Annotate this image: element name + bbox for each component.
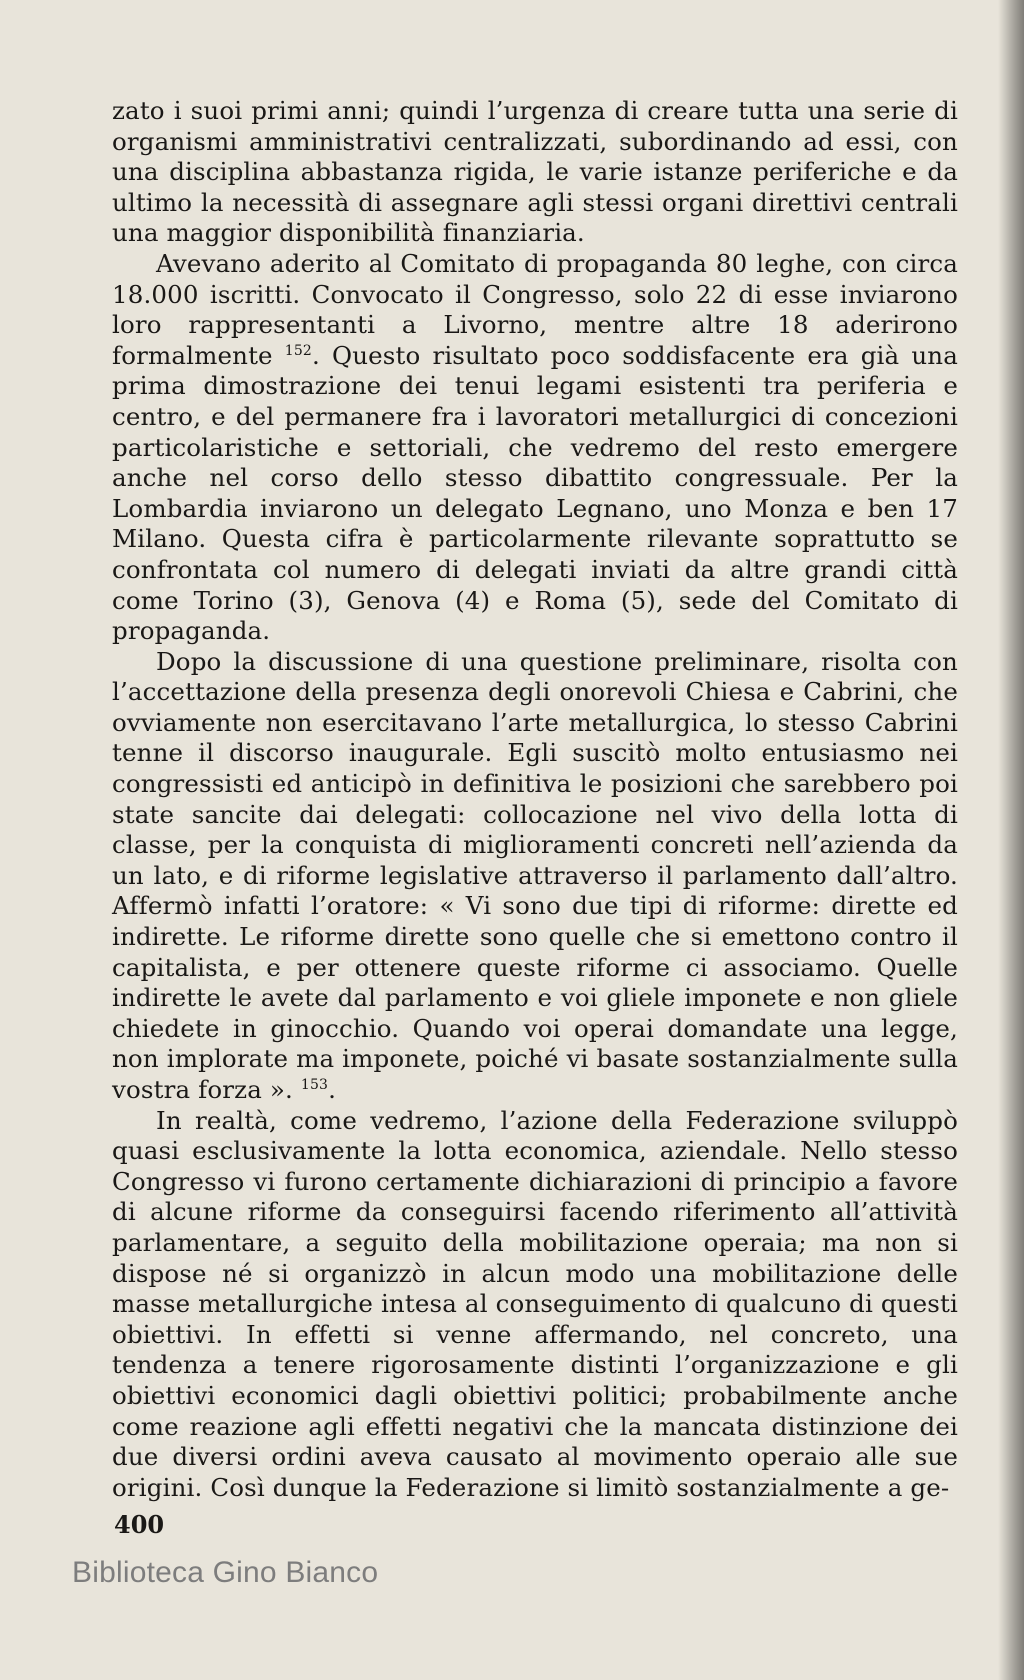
paragraph-4-text: In realtà, come vedremo, l’azione della Federazione sviluppò quasi esclusivamente la lotta economica, aziendale. Nello stesso Congresso vi furono certamente dichiarazioni di principio a favore di alcune riforme da conseguirsi facendo riferimento all’attività parlamentare, a seguito della mobilitazione operaia; ma non si dispose né si organizzò in alcun modo una mobilitazione delle masse metallurgiche intesa al conseguimento di qualcuno di questi obiettivi. In effetti si venne affermando, nel concreto, una tendenza a tenere rigorosamente distinti l’organizzazione e gli obiettivi economici dagli obiettivi politici; probabilmente anche come reazione agli effetti negativi che la mancata distinzione dei due diversi ordini aveva causato al movimento operaio alle sue origini. Così dunque la Federazione si limitò sostanzialmente a ge- bbox=[112, 1105, 958, 1502]
paragraph-1 bbox=[112, 96, 958, 249]
paragraph-2-text-a: Avevano aderito al Comitato di propaganda 80 leghe, con circa 18.000 iscritti. Convocato il Congresso, solo 22 di esse inviarono loro rappresentanti a Livorno, mentre altre 18 aderirono formalmente bbox=[112, 248, 958, 370]
paragraph-3-text-a: Dopo la discussione di una questione preliminare, risolta con l’accettazione della presenza degli onorevoli Chiesa e Cabrini, che ovviamente non esercitavano l’arte metallurgica, lo stesso Cabrini tenne il discorso inaugurale. Egli suscitò molto entusiasmo nei congressisti ed anticipò in definitiva le posizioni che sarebbero poi state sancite dai delegati: collocazione nel vivo della lotta di classe, per la conquista di miglioramenti concreti nell’azienda da un lato, e di riforme legislative attraverso il parlamento dall’altro. Affermò infatti l’oratore: « Vi sono due tipi di riforme: dirette ed indirette. Le riforme dirette sono quelle che si emettono contro il capitalista, e per ottenere queste riforme ci associamo. Quelle indirette le avete dal parlamento e voi gliele imponete e non gliele chiedete in ginocchio. Quando voi operai domandate una legge, non implorate ma imponete, poiché vi basate sostanzialmente sulla vostra forza ». bbox=[112, 646, 958, 1104]
body-text bbox=[112, 96, 958, 1503]
paragraph-2 bbox=[112, 249, 958, 647]
library-watermark: Biblioteca Gino Bianco bbox=[72, 1556, 379, 1589]
footnote-ref-153: 153 bbox=[300, 1076, 329, 1093]
footnote-ref-152: 152 bbox=[284, 342, 312, 359]
paragraph-1-text: zato i suoi primi anni; quindi l’urgenza di creare tutta una serie di organismi amministrativi centralizzati, subordinando ad essi, con una disciplina abbastanza rigida, le varie istanze periferiche e da ultimo la necessità di assegnare agli stessi organi direttivi centrali una maggior disponibilità finanziaria. bbox=[112, 96, 958, 248]
page-number: 400 bbox=[114, 1510, 165, 1539]
paragraph-3 bbox=[112, 647, 958, 1106]
paragraph-3-text-b: . bbox=[328, 1075, 337, 1104]
paragraph-2-text-b: . Questo risultato poco soddisfacente era già una prima dimostrazione dei tenui legami esistenti tra periferia e centro, e del permanere fra i lavoratori metallurgici di concezioni particolaristiche e settoriali, che vedremo del resto emergere anche nel corso dello stesso dibattito congressuale. Per la Lombardia inviarono un delegato Legnano, uno Monza e ben 17 Milano. Questa cifra è particolarmente rilevante soprattutto se confrontata col numero di delegati inviati da altre grandi città come Torino (3), Genova (4) e Roma (5), sede del Comitato di propaganda. bbox=[112, 340, 958, 646]
paragraph-4 bbox=[112, 1106, 958, 1504]
